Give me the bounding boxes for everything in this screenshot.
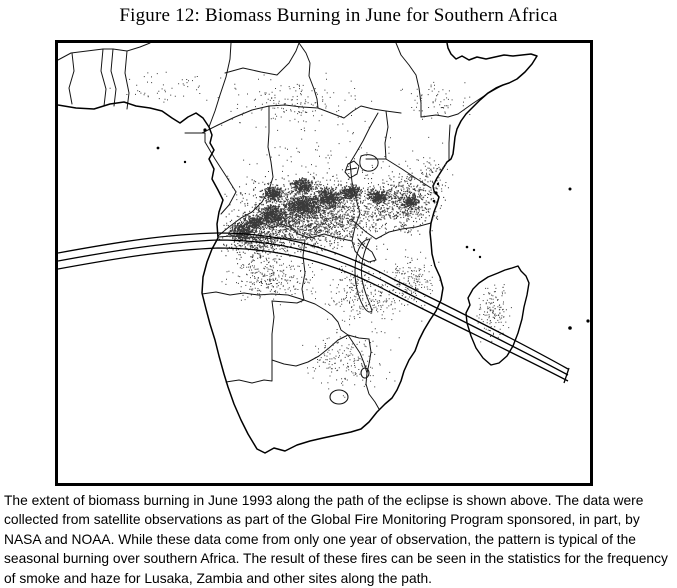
figure-title: Figure 12: Biomass Burning in June for Southern Africa (119, 5, 558, 26)
country-border (205, 142, 236, 214)
country-border (272, 300, 304, 303)
island-dot (157, 147, 160, 150)
country-border (314, 89, 318, 108)
country-border (125, 51, 129, 109)
country-border (385, 111, 388, 159)
fire-dot-cluster (222, 252, 323, 305)
swaziland-outline (361, 368, 369, 378)
fire-dot-cluster (289, 177, 317, 195)
country-border (58, 43, 150, 60)
map-frame (55, 40, 593, 486)
country-border (225, 43, 299, 75)
fire-dot-cluster (243, 212, 265, 230)
country-border (209, 43, 231, 127)
country-border (376, 223, 431, 239)
country-border (449, 125, 450, 160)
fire-dots (110, 72, 512, 398)
figure-caption: The extent of biomass burning in June 1993 along the path of the eclipse is shown above. The data were collected from satellite observations as part of the Global Fire Monitoring Program sponsored, in part, by NASA and NOAA. While these data come from only one year of observation, the pattern is typical of the seasonal burning over southern Africa. The result of these fires can be seen in the statistics for the frequency of smoke and haze for Lusaka, Zambia and other sites along the path. (4, 493, 668, 586)
island-dot (184, 161, 186, 163)
island-dot (479, 256, 481, 258)
fire-dot-cluster (401, 82, 471, 120)
country-border (226, 360, 272, 383)
fire-dot-cluster (283, 193, 324, 218)
island-dot (568, 326, 572, 330)
island-dot (434, 191, 437, 194)
country-border (202, 292, 304, 300)
island-dot (466, 246, 469, 249)
africa-coastline (58, 43, 537, 453)
country-border (272, 301, 274, 360)
country-border (352, 220, 376, 239)
country-border (299, 43, 314, 89)
country-border (69, 53, 74, 104)
fire-dot-cluster (477, 284, 512, 342)
country-border (185, 133, 205, 142)
eclipse-path (58, 233, 569, 383)
biomass-map-svg (58, 43, 590, 483)
country-border (272, 335, 348, 366)
fire-dot-cluster (325, 260, 423, 329)
country-border (111, 49, 116, 106)
country-border (421, 114, 458, 117)
country-border (101, 49, 106, 106)
island-dot (586, 319, 589, 322)
island-dot (203, 128, 206, 131)
country-border (366, 373, 379, 409)
lake-outline (346, 168, 357, 170)
island-dot (569, 188, 572, 191)
eclipse-south-limit (58, 248, 568, 381)
island-dot (433, 200, 436, 203)
fire-dot-cluster (220, 73, 372, 132)
lake-outline (360, 155, 378, 172)
country-border (396, 43, 421, 117)
island-dot (473, 249, 475, 251)
